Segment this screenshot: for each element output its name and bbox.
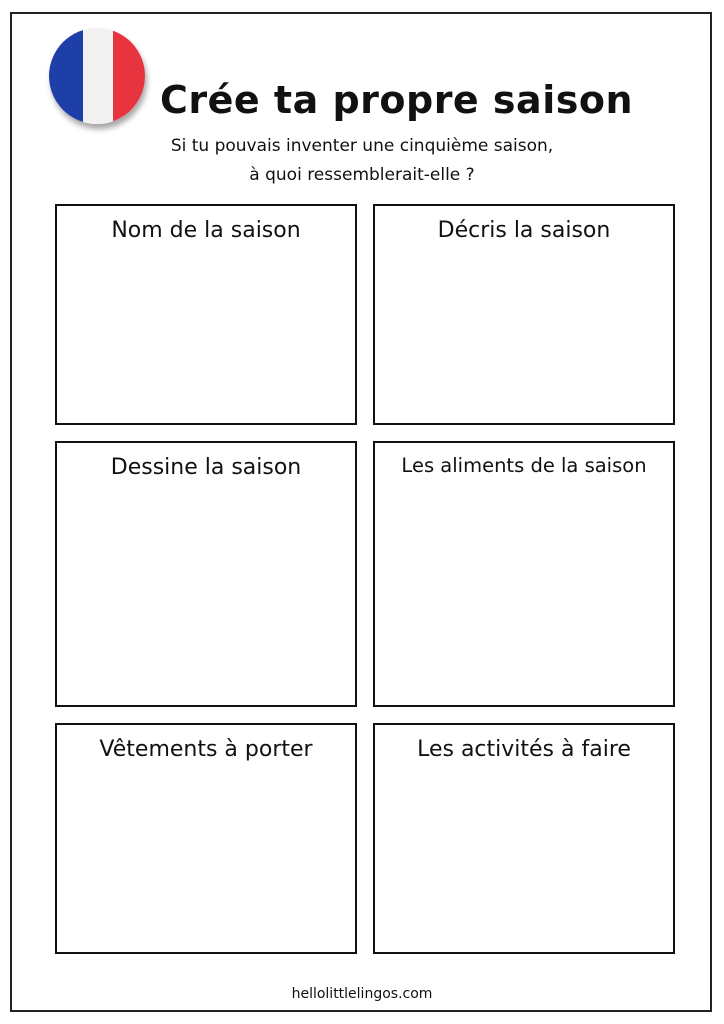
box-label: Dessine la saison <box>110 455 302 480</box>
box-draw-season[interactable] <box>55 441 357 707</box>
box-label: Nom de la saison <box>111 218 301 243</box>
page-title: Crée ta propre saison <box>160 78 633 122</box>
subtitle-line-2: à quoi ressemblerait-elle ? <box>249 165 475 185</box>
box-season-foods[interactable] <box>373 441 675 707</box>
box-label: Les activités à faire <box>417 737 631 762</box>
box-activities[interactable] <box>373 723 675 954</box>
box-label: Les aliments de la saison <box>401 454 647 477</box>
subtitle-line-1: Si tu pouvais inventer une cinquième saison, <box>170 136 554 156</box>
box-label: Décris la saison <box>437 218 611 243</box>
box-season-name[interactable] <box>55 204 357 425</box>
french-flag-icon <box>49 28 145 124</box>
box-label: Vêtements à porter <box>99 737 313 762</box>
footer-website: hellolittlelingos.com <box>291 986 433 1002</box>
box-describe-season[interactable] <box>373 204 675 425</box>
box-clothes-to-wear[interactable] <box>55 723 357 954</box>
